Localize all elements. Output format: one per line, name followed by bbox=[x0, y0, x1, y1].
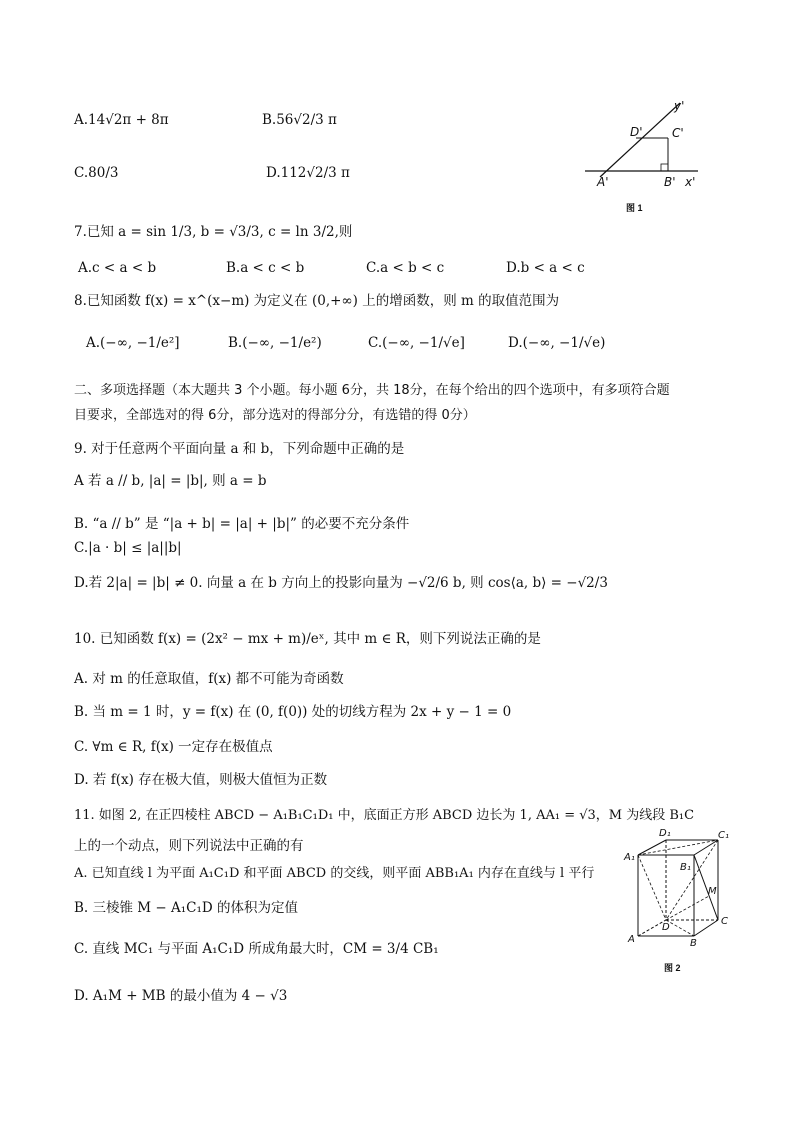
q11-stem-line1: 11. 如图 2, 在正四棱柱 ABCD − A₁B₁C₁D₁ 中，底面正方形 ABCD 边长为 1, AA₁ = √3，M 为线段 B₁C bbox=[74, 808, 695, 823]
fig1-label-a: A' bbox=[597, 175, 609, 189]
q8-option-c: C.(−∞, −1/√e] bbox=[368, 335, 465, 351]
q9-option-d: D.若 2|a| = |b| ≠ 0. 向量 a 在 b 方向上的投影向量为 −√2/6 b, 则 cos⟨a, b⟩ = −√2/3 bbox=[74, 575, 608, 591]
q6-option-d: D.112√2/3 π bbox=[266, 165, 350, 181]
fig1-caption: 图 1 bbox=[626, 203, 643, 213]
q6-option-b: B.56√2/3 π bbox=[262, 112, 337, 128]
figure-2 bbox=[618, 828, 738, 978]
fig2-caption: 图 2 bbox=[664, 963, 681, 973]
q7-option-d: D.b < a < c bbox=[506, 260, 585, 276]
fig2-label-a: A bbox=[628, 934, 635, 945]
section2-title-line1: 二、多项选择题（本大题共 3 个小题。每小题 6分，共 18分，在每个给出的四个选项中，有多项符合题 bbox=[74, 383, 670, 398]
q10-option-c: C. ∀m ∈ R, f(x) 一定存在极值点 bbox=[74, 739, 273, 755]
fig1-label-x: x' bbox=[685, 175, 696, 189]
q7-option-b: B.a < c < b bbox=[226, 260, 305, 276]
q7-option-a: A.c < a < b bbox=[78, 260, 157, 276]
fig1-label-c: C' bbox=[672, 126, 684, 140]
fig1-label-b: B' bbox=[664, 175, 676, 189]
q10-option-d: D. 若 f(x) 存在极大值，则极大值恒为正数 bbox=[74, 772, 328, 788]
q7-stem: 7.已知 a = sin 1/3, b = √3/3, c = ln 3/2,则 bbox=[74, 224, 353, 240]
fig2-label-d: D bbox=[662, 922, 670, 933]
fig1-label-d: D' bbox=[630, 125, 643, 139]
q10-option-a: A. 对 m 的任意取值，f(x) 都不可能为奇函数 bbox=[74, 671, 344, 687]
q6-option-a: A.14√2π + 8π bbox=[74, 112, 169, 128]
q11-option-c: C. 直线 MC₁ 与平面 A₁C₁D 所成角最大时，CM = 3/4 CB₁ bbox=[74, 941, 439, 957]
q11-option-b: B. 三棱锥 M − A₁C₁D 的体积为定值 bbox=[74, 900, 299, 916]
q11-stem-line2: 上的一个动点，则下列说法中正确的有 bbox=[74, 838, 304, 854]
fig2-label-b1: B₁ bbox=[680, 862, 691, 873]
q9-option-a: A 若 a // b, |a| = |b|, 则 a = b bbox=[74, 473, 267, 489]
figure-1 bbox=[580, 95, 700, 220]
fig2-label-d1: D₁ bbox=[659, 828, 671, 839]
fig2-label-m: M bbox=[708, 886, 717, 897]
q11-option-d: D. A₁M + MB 的最小值为 4 − √3 bbox=[74, 988, 288, 1004]
fig2-label-c1: C₁ bbox=[718, 830, 729, 841]
q8-option-b: B.(−∞, −1/e²) bbox=[228, 335, 322, 351]
fig2-label-a1: A₁ bbox=[624, 852, 635, 863]
fig1-label-y: y' bbox=[674, 99, 685, 113]
q8-option-d: D.(−∞, −1/√e) bbox=[508, 335, 606, 351]
q9-stem: 9. 对于任意两个平面向量 a 和 b，下列命题中正确的是 bbox=[74, 441, 405, 457]
fig2-label-b: B bbox=[690, 938, 697, 949]
q6-option-c: C.80/3 bbox=[74, 165, 119, 181]
q10-option-b: B. 当 m = 1 时，y = f(x) 在 (0, f(0)) 处的切线方程为 2x + y − 1 = 0 bbox=[74, 704, 512, 720]
q9-option-c: C.|a · b| ≤ |a||b| bbox=[74, 540, 182, 556]
figure-2-diagram bbox=[618, 828, 738, 978]
q8-stem: 8.已知函数 f(x) = x^(x−m) 为定义在 (0,+∞) 上的增函数，则 m 的取值范围为 bbox=[74, 293, 560, 309]
q11-option-a: A. 已知直线 l 为平面 A₁C₁D 和平面 ABCD 的交线，则平面 ABB₁A₁ 内存在直线与 l 平行 bbox=[74, 866, 595, 881]
q7-option-c: C.a < b < c bbox=[366, 260, 445, 276]
q10-stem: 10. 已知函数 f(x) = (2x² − mx + m)/eˣ, 其中 m ∈ R，则下列说法正确的是 bbox=[74, 631, 541, 647]
q8-option-a: A.(−∞, −1/e²] bbox=[86, 335, 180, 351]
q9-option-b: B. “a // b” 是 “|a + b| = |a| + |b|” 的必要不充分条件 bbox=[74, 516, 410, 532]
fig2-label-c: C bbox=[721, 916, 728, 927]
section2-title-line2: 目要求，全部选对的得 6分，部分选对的得部分分，有选错的得 0分） bbox=[74, 408, 476, 423]
